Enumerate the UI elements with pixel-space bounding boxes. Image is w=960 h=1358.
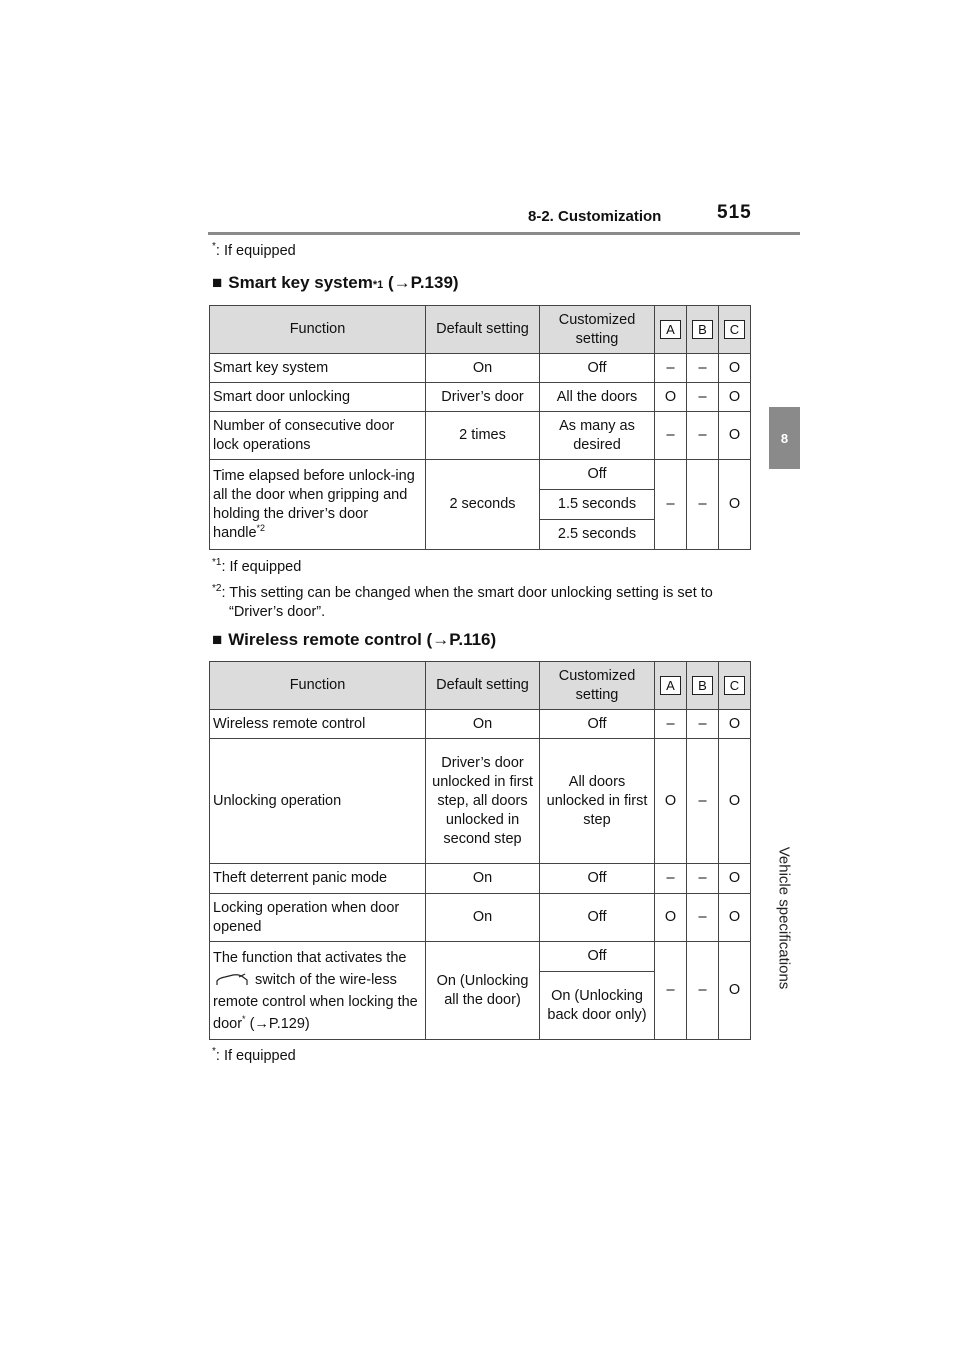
cell-a: –: [655, 460, 687, 550]
car-back-door-icon: [215, 973, 249, 987]
cell-c: O: [719, 710, 751, 739]
table-header-row: [210, 306, 751, 354]
cell-function: [210, 460, 426, 550]
footnote-text: : If equipped: [215, 243, 296, 259]
cell-option: Off: [540, 460, 655, 490]
header-b: [687, 306, 719, 354]
cell-default: On: [426, 864, 540, 894]
cell-b: –: [687, 942, 719, 1040]
footnote-bottom: [212, 1047, 296, 1066]
cell-c: O: [719, 354, 751, 383]
smart-key-heading-ref: (→P.139): [388, 273, 459, 292]
section-title: 8-2. Customization: [528, 208, 662, 225]
cell-c: O: [719, 942, 751, 1040]
cell-function-sup: *2: [256, 522, 266, 533]
footnote-mark: *: [212, 1046, 216, 1057]
letter-c-box: C: [724, 320, 745, 339]
letter-a-box: A: [660, 320, 681, 339]
header-c: [719, 662, 751, 710]
footnote-text: : This setting can be changed when the smart door unlocking setting is set to “Driver’s door”.: [221, 585, 713, 620]
cell-option: 2.5 seconds: [540, 520, 655, 550]
cell-a: –: [655, 942, 687, 1040]
letter-c-box: C: [724, 676, 745, 695]
table-row: [210, 894, 751, 942]
header-function: Function: [210, 306, 426, 354]
cell-a: –: [655, 710, 687, 739]
cell-c: O: [719, 739, 751, 864]
cell-customized: As many as desired: [540, 412, 655, 460]
cell-function-ref: (→P.129): [249, 1015, 310, 1032]
cell-function: Theft deterrent panic mode: [210, 864, 426, 894]
smart-key-heading: ■ Smart key system *1 (→P.139): [212, 273, 459, 292]
table-row: [210, 383, 751, 412]
footnote-mark: *: [212, 241, 216, 252]
header-a: [655, 306, 687, 354]
header-rule: [208, 232, 800, 235]
wireless-table: [209, 661, 751, 1040]
table-row: [210, 354, 751, 383]
cell-default: On (Unlocking all the door): [426, 942, 540, 1040]
cell-b: –: [687, 864, 719, 894]
cell-function: [210, 942, 426, 1040]
cell-a: O: [655, 383, 687, 412]
cell-c: O: [719, 383, 751, 412]
footnote-2: [212, 584, 764, 622]
cell-default: Driver’s door: [426, 383, 540, 412]
wireless-heading-text: Wireless remote control: [228, 630, 422, 649]
cell-b: –: [687, 460, 719, 550]
footnote-text: : If equipped: [221, 559, 302, 575]
cell-a: –: [655, 412, 687, 460]
header-default: Default setting: [426, 662, 540, 710]
cell-c: O: [719, 894, 751, 942]
cell-option: Off: [540, 942, 655, 972]
cell-customized: Off: [540, 864, 655, 894]
square-bullet-icon: ■: [212, 273, 223, 292]
table-row: [210, 739, 751, 864]
footnote-mark: *1: [212, 557, 222, 568]
smart-key-table: [209, 305, 751, 550]
cell-b: –: [687, 710, 719, 739]
header-function: Function: [210, 662, 426, 710]
cell-b: –: [687, 383, 719, 412]
header-customized: Customized setting: [540, 306, 655, 354]
cell-a: –: [655, 354, 687, 383]
smart-key-heading-text: Smart key system: [228, 273, 373, 292]
cell-b: –: [687, 739, 719, 864]
header-a: [655, 662, 687, 710]
cell-function-text-a: The function that activates the: [213, 949, 407, 966]
page-number: 515: [717, 202, 752, 223]
cell-default: Driver’s door unlocked in first step, all doors unlocked in second step: [426, 739, 540, 864]
cell-default: On: [426, 354, 540, 383]
letter-b-box: B: [692, 320, 713, 339]
letter-b-box: B: [692, 676, 713, 695]
footnote-top: [212, 242, 296, 261]
cell-default: On: [426, 894, 540, 942]
cell-option: 1.5 seconds: [540, 490, 655, 520]
cell-function-text: Time elapsed before unlock-ing all the door when gripping and holding the driver’s door handle: [213, 467, 415, 541]
cell-function: Locking operation when door opened: [210, 894, 426, 942]
table-row: [210, 412, 751, 460]
letter-a-box: A: [660, 676, 681, 695]
cell-function-text-b: switch of the wire-less remote control when locking the door: [213, 971, 418, 1032]
cell-function-sup: *: [242, 1013, 246, 1024]
cell-c: O: [719, 460, 751, 550]
cell-b: –: [687, 412, 719, 460]
cell-customized: All the doors: [540, 383, 655, 412]
chapter-tab: 8: [769, 407, 800, 469]
cell-customized: All doors unlocked in first step: [540, 739, 655, 864]
table-row: [210, 864, 751, 894]
cell-default: On: [426, 710, 540, 739]
cell-option: On (Unlocking back door only): [540, 972, 655, 1040]
cell-function: Unlocking operation: [210, 739, 426, 864]
header-default: Default setting: [426, 306, 540, 354]
cell-default: 2 seconds: [426, 460, 540, 550]
cell-default: 2 times: [426, 412, 540, 460]
cell-b: –: [687, 354, 719, 383]
cell-a: O: [655, 739, 687, 864]
header-customized: Customized setting: [540, 662, 655, 710]
wireless-heading-ref: (→P.116): [426, 630, 497, 649]
cell-a: O: [655, 894, 687, 942]
cell-c: O: [719, 412, 751, 460]
cell-customized: Off: [540, 354, 655, 383]
footnote-text: : If equipped: [215, 1048, 296, 1064]
header-b: [687, 662, 719, 710]
cell-function: Smart door unlocking: [210, 383, 426, 412]
cell-c: O: [719, 864, 751, 894]
wireless-heading: [212, 630, 496, 650]
chapter-label-text: Vehicle specifications: [775, 846, 793, 990]
cell-b: –: [687, 894, 719, 942]
table-row: [210, 942, 751, 972]
cell-function: Number of consecutive door lock operations: [210, 412, 426, 460]
table-header-row: [210, 662, 751, 710]
cell-a: –: [655, 864, 687, 894]
table-row: [210, 710, 751, 739]
header-c: [719, 306, 751, 354]
footnote-1: [212, 558, 752, 577]
cell-customized: Off: [540, 894, 655, 942]
footnote-mark: *2: [212, 583, 222, 594]
square-bullet-icon: ■: [212, 630, 223, 649]
cell-customized: Off: [540, 710, 655, 739]
cell-function: Wireless remote control: [210, 710, 426, 739]
cell-function: Smart key system: [210, 354, 426, 383]
table-row: [210, 460, 751, 490]
